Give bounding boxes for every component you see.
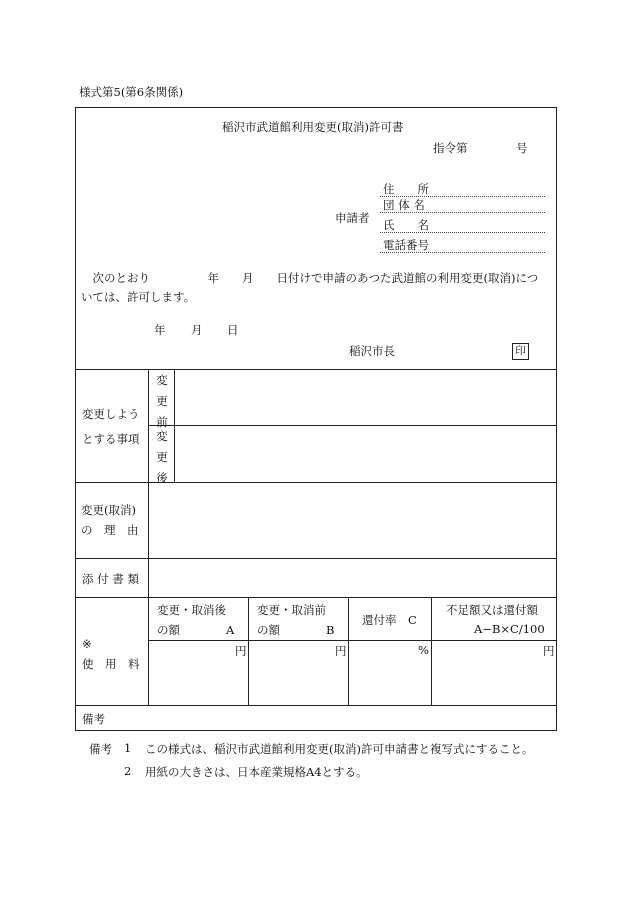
fee-col-b-line-2: の額 B: [257, 623, 335, 637]
footnote-1-text: この様式は、稲沢市武道館利用変更(取消)許可申請書と複写式にすること。: [145, 742, 534, 756]
number-suffix: 号: [516, 141, 528, 155]
mayor-label: 稲沢市長: [349, 344, 395, 358]
before-after-divider: [148, 425, 557, 426]
attachments-top-divider: [75, 558, 557, 559]
body-line-1: 次のとおり 年 月 日付けで申請のあつた武道館の利用変更(取消)につ: [81, 271, 539, 285]
phone-line: [380, 252, 545, 253]
footnote-2-number: 2: [124, 764, 132, 778]
fee-col-b-line-1: 変更・取消前: [257, 603, 326, 617]
before-label: 変 更 前: [156, 373, 168, 429]
fee-col-cd-divider: [431, 597, 432, 705]
fee-col-a-unit: 円: [235, 644, 247, 658]
fee-col-ab-divider: [248, 597, 249, 705]
address-field-label: 住 所: [383, 182, 429, 196]
fee-mark: ※: [82, 637, 92, 651]
body-line-2: いては、許可します。: [81, 290, 196, 304]
footnote-prefix: 備考: [89, 742, 112, 756]
fee-col-d-line-1: 不足額又は還付額: [446, 603, 538, 617]
number-prefix: 指令第: [433, 141, 468, 155]
attachments-label: 添 付 書 類: [82, 572, 139, 586]
fee-col-a-line-2: の額 A: [157, 623, 235, 637]
footnote-2-text: 用紙の大きさは、日本産業規格A4とする。: [145, 765, 368, 779]
fee-label: 使 用 料: [82, 657, 140, 671]
after-label: 変 更 後: [156, 429, 168, 485]
date-month: 月: [191, 323, 203, 337]
remarks-label: 備考: [82, 712, 105, 726]
fee-col-b-unit: 円: [335, 644, 347, 658]
fee-col-a-line-1: 変更・取消後: [157, 603, 226, 617]
fee-label-divider: [148, 597, 149, 705]
date-year: 年: [154, 323, 166, 337]
date-day: 日: [227, 323, 239, 337]
phone-field-label: 電話番号: [383, 238, 429, 252]
applicant-label: 申請者: [335, 211, 370, 225]
reason-label-line-2: の 理 由: [81, 523, 139, 537]
seal-mark: 印: [512, 343, 529, 360]
label-column-divider: [148, 369, 149, 597]
fee-col-bc-divider: [348, 597, 349, 705]
fee-col-d-unit: 円: [543, 644, 555, 658]
name-field-label: 氏 名: [383, 218, 429, 232]
fee-col-c-unit: %: [418, 643, 429, 657]
remarks-top-divider: [75, 705, 557, 706]
footnote-1-number: 1: [124, 741, 132, 755]
reason-top-divider: [75, 482, 557, 483]
change-label-line-1: 変更しよう: [82, 407, 140, 421]
reason-label-line-1: 変更(取消): [81, 503, 136, 517]
group-name-line: [380, 212, 545, 213]
change-label-line-2: とする事項: [82, 432, 140, 446]
form-label: 様式第5(第6条関係): [79, 85, 184, 99]
group-name-field-label: 団 体 名: [383, 198, 425, 212]
name-line: [380, 232, 545, 233]
fee-col-d-line-2: A−B×C/100: [474, 622, 545, 636]
fee-col-c: 還付率 C: [362, 613, 417, 627]
document-title: 稲沢市武道館利用変更(取消)許可書: [222, 120, 404, 134]
fee-header-divider: [148, 640, 557, 641]
